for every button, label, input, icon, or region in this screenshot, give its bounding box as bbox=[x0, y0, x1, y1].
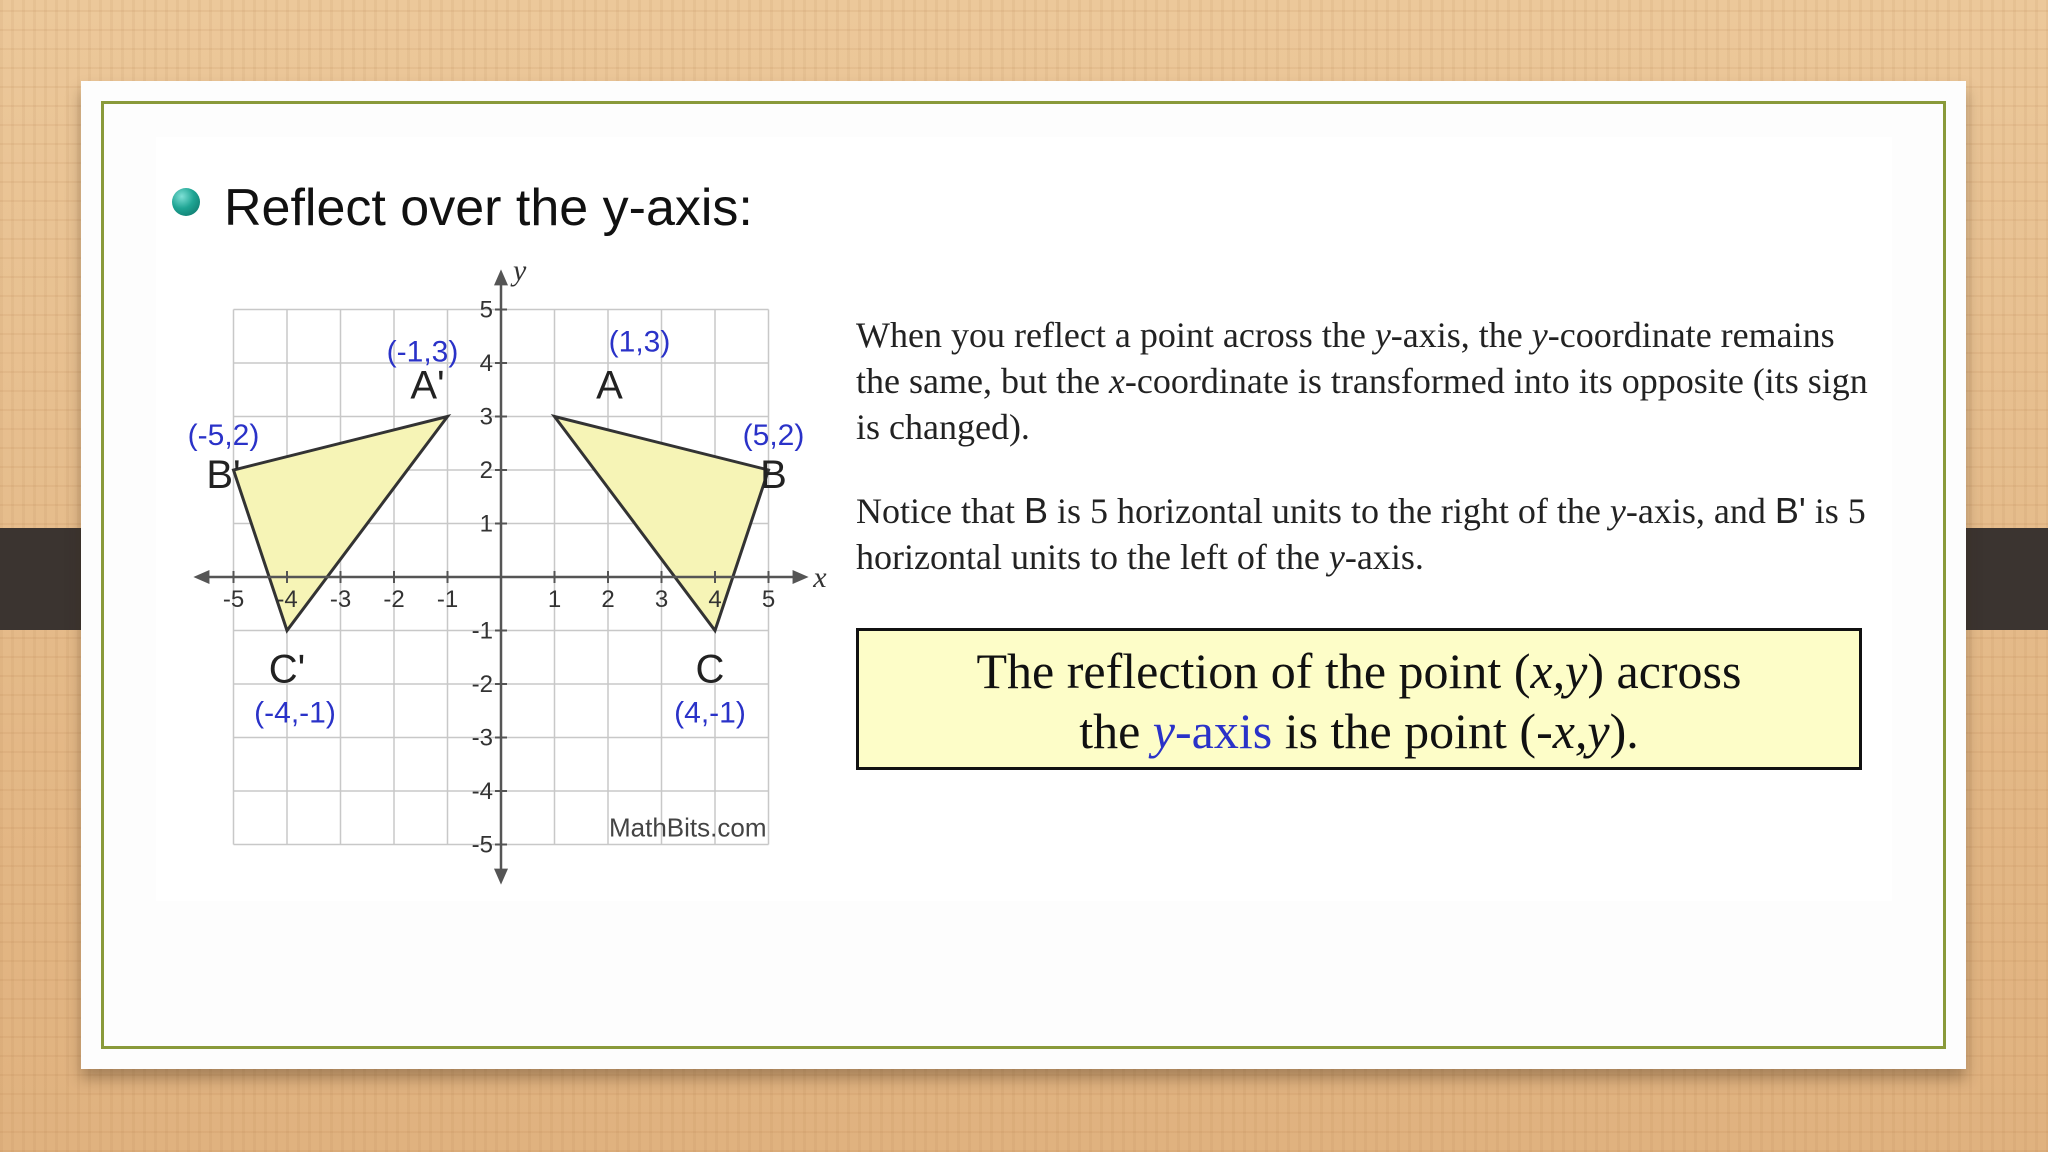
vertex-coordinate-label: (-4,-1) bbox=[254, 696, 336, 730]
reflection-rule-box bbox=[856, 628, 1862, 770]
x-tick-label: -5 bbox=[222, 586, 245, 613]
vertex-coordinate-label: (5,2) bbox=[742, 419, 805, 452]
y-tick-label: -1 bbox=[471, 617, 493, 645]
explanation-text bbox=[856, 312, 1876, 580]
text-segment: ). bbox=[1609, 703, 1639, 759]
x-tick-label: -2 bbox=[383, 586, 405, 613]
x-tick-label: 2 bbox=[601, 586, 615, 613]
italic-var: x bbox=[1108, 361, 1125, 401]
vertex-name: B bbox=[760, 453, 787, 497]
slide-title: Reflect over the y-axis: bbox=[224, 179, 753, 237]
vertex-name: A' bbox=[410, 363, 445, 408]
x-axis-arrow-left bbox=[193, 570, 209, 584]
x-axis-label: x bbox=[813, 561, 827, 594]
italic-var: x,y bbox=[1552, 703, 1610, 759]
text-segment: -axis, the bbox=[1390, 315, 1532, 355]
point-name: B bbox=[1023, 490, 1048, 531]
x-tick-label: 1 bbox=[547, 586, 562, 613]
y-tick-label: 4 bbox=[479, 350, 493, 377]
x-axis-arrow-right bbox=[793, 570, 809, 584]
rule-line-2 bbox=[859, 701, 1859, 761]
text-segment: -axis, and bbox=[1625, 491, 1775, 531]
watermark-text: MathBits.com bbox=[609, 812, 767, 843]
y-tick-label: 3 bbox=[479, 403, 493, 431]
text-segment: is 5 horizontal units to the right of the bbox=[1047, 491, 1610, 531]
text-segment: Notice that bbox=[856, 491, 1024, 531]
vertex-coordinate-label: (1,3) bbox=[608, 325, 671, 359]
text-segment: The reflection of the point ( bbox=[976, 643, 1531, 699]
vertex-name: C bbox=[695, 647, 725, 692]
coordinate-graph bbox=[170, 255, 830, 885]
x-tick-label: -3 bbox=[329, 586, 352, 613]
x-tick-label: 5 bbox=[761, 586, 776, 613]
italic-var: y bbox=[1531, 315, 1548, 355]
rule-line-1 bbox=[859, 641, 1859, 701]
text-segment: -coordinate is transformed into its opposite (its sign is changed). bbox=[856, 361, 1868, 447]
text-segment: -axis bbox=[1175, 703, 1273, 759]
y-tick-label: -5 bbox=[471, 831, 493, 859]
text-segment: -axis. bbox=[1344, 537, 1424, 577]
italic-var: x,y bbox=[1530, 643, 1588, 699]
text-segment: the bbox=[1079, 703, 1153, 759]
italic-var: y bbox=[1609, 491, 1626, 531]
y-tick-label: 2 bbox=[479, 457, 493, 484]
vertex-name: B' bbox=[206, 453, 241, 497]
vertex-coordinate-label: (-1,3) bbox=[386, 335, 459, 369]
italic-var: y bbox=[1152, 703, 1175, 759]
x-tick-label: -1 bbox=[436, 586, 459, 613]
vertex-name: C' bbox=[268, 647, 306, 692]
y-tick-label: 1 bbox=[479, 510, 493, 538]
y-tick-label: -2 bbox=[471, 671, 493, 698]
point-name: B' bbox=[1774, 490, 1806, 531]
vertex-name: A bbox=[596, 363, 623, 408]
x-tick-label: -4 bbox=[276, 586, 298, 613]
explanation-paragraph-2 bbox=[856, 488, 1876, 580]
x-tick-label: 4 bbox=[708, 586, 722, 613]
y-tick-label: 5 bbox=[479, 296, 493, 324]
y-tick-label: -4 bbox=[471, 778, 493, 805]
text-segment: ) across bbox=[1587, 643, 1742, 699]
explanation-paragraph-1 bbox=[856, 312, 1876, 450]
italic-var: y bbox=[1374, 315, 1391, 355]
italic-var: y bbox=[1328, 537, 1345, 577]
text-segment: -coordinate remains the same, but the bbox=[856, 315, 1835, 401]
vertex-coordinate-label: (4,-1) bbox=[674, 696, 746, 730]
y-axis-label: y bbox=[513, 255, 527, 288]
y-axis-arrow-down bbox=[494, 869, 508, 885]
vertex-coordinate-label: (-5,2) bbox=[187, 419, 260, 452]
y-axis-highlight bbox=[1153, 703, 1272, 759]
bullet-icon bbox=[172, 188, 200, 216]
y-axis-arrow-up bbox=[494, 269, 508, 285]
y-tick-label: -3 bbox=[471, 724, 493, 752]
text-segment: is 5 horizontal units to the left of the bbox=[856, 491, 1866, 577]
text-segment: When you reflect a point across the bbox=[856, 315, 1375, 355]
x-tick-label: 3 bbox=[654, 586, 669, 613]
text-segment: is the point (- bbox=[1272, 703, 1553, 759]
